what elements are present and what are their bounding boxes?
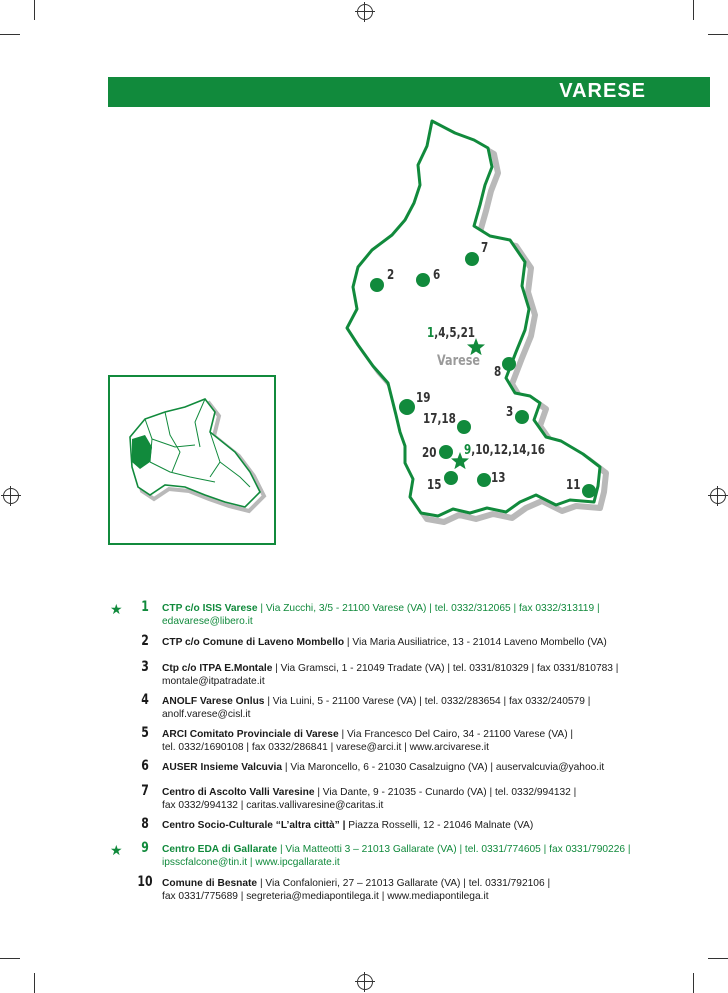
map-marker <box>444 471 458 485</box>
map-label: 8 <box>494 365 502 380</box>
map-label: 15 <box>427 478 442 493</box>
map-label <box>427 326 475 341</box>
entry-name: ARCI Comitato Provinciale di Varese <box>162 729 339 740</box>
entry-details: | Via Dante, 9 - 21035 - Cunardo (VA) | tel. 0332/994132 | <box>314 787 577 798</box>
entry-contact: edavarese@libero.it <box>162 616 253 627</box>
entry-number: 2 <box>141 633 149 649</box>
entry-details: | Via Luini, 5 - 21100 Varese (VA) | tel. 0332/283654 | fax 0332/240579 | <box>264 696 591 707</box>
list-item <box>110 692 670 725</box>
list-item <box>110 599 670 632</box>
list-item <box>110 874 670 907</box>
map-label: 17,18 <box>423 412 456 427</box>
map-label-highlight: 1 <box>427 326 435 341</box>
map-marker <box>502 357 516 371</box>
page-title: VARESE <box>559 80 646 102</box>
entry-name: Ctp c/o ITPA E.Montale <box>162 663 273 674</box>
entry-details: | Via Maroncello, 6 - 21030 Casalzuigno (VA) | auservalcuvia@yahoo.it <box>282 762 605 773</box>
crop-mark <box>693 973 694 993</box>
map-label: 7 <box>481 241 489 256</box>
entry-name: Comune di Besnate <box>162 878 258 889</box>
entry-number: 1 <box>141 599 149 615</box>
entry-name: Centro di Ascolto Valli Varesine <box>162 787 315 798</box>
list-item <box>110 659 670 692</box>
entry-number: 8 <box>141 816 149 832</box>
entry-name: ANOLF Varese Onlus <box>162 696 265 707</box>
entry-number: 3 <box>141 659 149 675</box>
map-marker <box>439 445 453 459</box>
map-label: 11 <box>566 478 581 493</box>
list-item <box>110 758 670 781</box>
crop-mark <box>0 958 20 959</box>
map-marker <box>465 252 479 266</box>
map-marker <box>370 278 384 292</box>
entry-number: 9 <box>141 840 149 856</box>
entry-number: 10 <box>137 874 153 890</box>
entry-contact: ipsscfalcone@tin.it | www.ipcgallarate.it <box>162 857 340 868</box>
map-label: 2 <box>387 268 395 283</box>
entry-number: 5 <box>141 725 149 741</box>
entry-contact: tel. 0332/1690108 | fax 0332/286841 | varese@arci.it | www.arcivarese.it <box>162 742 489 753</box>
entry-name: Centro Socio-Culturale “L’altra città” | <box>162 820 346 831</box>
list-item <box>110 633 670 656</box>
list-item <box>110 783 670 816</box>
entry-details: | Via Gramsci, 1 - 21049 Tradate (VA) | tel. 0331/810329 | fax 0331/810783 | <box>272 663 619 674</box>
map-label: 19 <box>416 391 431 406</box>
map-marker <box>457 420 471 434</box>
map-label: 3 <box>506 405 514 420</box>
map-marker <box>582 484 596 498</box>
entry-details: | Via Matteotti 3 – 21013 Gallarate (VA) | tel. 0331/774605 | fax 0331/790226 | <box>277 844 631 855</box>
crop-mark <box>708 958 728 959</box>
entry-name: CTP c/o Comune di Laveno Mombello <box>162 637 345 648</box>
star-icon: ★ <box>110 842 123 858</box>
entry-details: Piazza Rosselli, 12 - 21046 Malnate (VA) <box>345 820 534 831</box>
entry-details: | Via Confalonieri, 27 – 21013 Gallarate (VA) | tel. 0331/792106 | <box>257 878 551 889</box>
crop-mark <box>34 973 35 993</box>
map-label-rest: ,10,12,14,16 <box>471 443 545 458</box>
entry-contact: montale@itpatradate.it <box>162 676 265 687</box>
entry-name: Centro EDA di Gallarate <box>162 844 278 855</box>
entry-number: 6 <box>141 758 149 774</box>
map-label: 13 <box>491 471 506 486</box>
entry-name: CTP c/o ISIS Varese <box>162 603 258 614</box>
entry-name: AUSER Insieme Valcuvia <box>162 762 283 773</box>
list-item <box>110 840 670 873</box>
map-marker <box>477 473 491 487</box>
map-label-highlight: 9 <box>464 443 472 458</box>
list-item <box>110 725 670 758</box>
star-icon: ★ <box>110 601 123 617</box>
entry-number: 4 <box>141 692 149 708</box>
inset-region-map <box>108 375 276 545</box>
entry-contact: fax 0332/994132 | caritas.vallivaresine@caritas.it <box>162 800 384 811</box>
registration-mark-icon <box>357 974 373 990</box>
map-city-label: Varese <box>437 353 480 369</box>
map-label: 20 <box>422 446 437 461</box>
entry-contact: anolf.varese@cisl.it <box>162 709 251 720</box>
list-item <box>110 816 670 839</box>
entry-contact: fax 0331/775689 | segreteria@mediapontilega.it | www.mediapontilega.it <box>162 891 489 902</box>
map-label: 6 <box>433 268 441 283</box>
entry-details: | Via Francesco Del Cairo, 34 - 21100 Varese (VA) | <box>338 729 574 740</box>
map-marker <box>515 410 529 424</box>
entry-number: 7 <box>141 783 149 799</box>
entry-details: | Via Zucchi, 3/5 - 21100 Varese (VA) | tel. 0332/312065 | fax 0332/313119 | <box>257 603 600 614</box>
lombardy-map-icon <box>110 377 274 543</box>
map-marker <box>399 399 415 415</box>
map-marker <box>416 273 430 287</box>
map-label-rest: ,4,5,21 <box>434 326 476 341</box>
map-label <box>464 443 545 458</box>
entry-details: | Via Maria Ausiliatrice, 13 - 21014 Laveno Mombello (VA) <box>344 637 607 648</box>
